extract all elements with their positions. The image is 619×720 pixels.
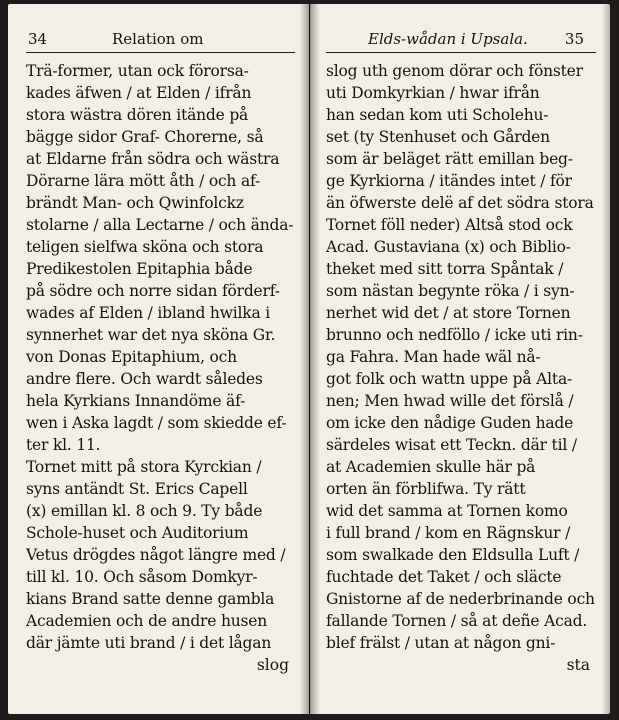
- left-running-head: Relation om: [112, 30, 204, 48]
- right-page: [310, 4, 610, 714]
- text-line: synnerhet war det nya sköna Gr.: [26, 326, 276, 344]
- left-page: [8, 4, 309, 714]
- left-page-text: [26, 60, 295, 676]
- right-page-text: [326, 60, 596, 676]
- text-line: fuchtade det Taket / och släcte: [326, 568, 562, 586]
- text-line: Predikestolen Epitaphia både: [26, 260, 253, 278]
- text-line: set (ty Stenhuset och Gården: [326, 128, 550, 146]
- text-line: slog uth genom dörar och fönster: [326, 62, 583, 80]
- left-page-number: 34: [28, 30, 48, 48]
- text-line: Acad. Gustaviana (x) och Biblio-: [326, 238, 571, 256]
- text-line: blef frälst / utan at någon gni-: [326, 634, 556, 652]
- text-line: i full brand / kom en Rägnskur /: [326, 524, 571, 542]
- text-line: wid det samma at Tornen komo: [326, 502, 568, 520]
- text-line: Schole-huset och Auditorium: [26, 524, 249, 542]
- text-line: till kl. 10. Och såsom Domkyr-: [26, 568, 258, 586]
- text-line: wades af Elden / ibland hwilka i: [26, 304, 271, 322]
- text-line: stora wästra dören itände på: [26, 106, 249, 124]
- text-line: än öfwerste delë af det södra stora: [326, 194, 594, 212]
- text-line: han sedan kom uti Scholehu-: [326, 106, 549, 124]
- text-line: orten än förblifwa. Ty rätt: [326, 480, 526, 498]
- text-line: Tornet mitt på stora Kyrckian /: [26, 458, 262, 476]
- page-edge-shadow: [602, 4, 610, 714]
- right-page-header: [326, 28, 596, 54]
- text-line: kians Brand satte denne gambla: [26, 590, 275, 608]
- text-line: där jämte uti brand / i det lågan: [26, 634, 272, 652]
- text-line: uti Domkyrkian / hwar ifrån: [326, 84, 540, 102]
- text-line: brändt Man- och Qwinfolckz: [26, 194, 244, 212]
- right-header-rule: [326, 52, 596, 53]
- text-line: som nästan begynte röka / i syn-: [326, 282, 575, 300]
- text-line: got folk och wattn uppe på Alta-: [326, 370, 573, 388]
- text-line: fallande Tornen / så at deñe Acad.: [326, 612, 588, 630]
- left-page-header: [26, 28, 295, 54]
- text-line: ter kl. 11.: [26, 436, 101, 454]
- text-line: kades äfwen / at Elden / ifrån: [26, 84, 252, 102]
- text-line: brunno och nedföllo / icke uti rin-: [326, 326, 583, 344]
- left-catchword: slog: [256, 656, 289, 674]
- text-line: på södre och norre sidan förderf-: [26, 282, 280, 300]
- text-line: Gnistorne af de nederbrinande och: [326, 590, 595, 608]
- text-line: Trä-former, utan ock förorsa-: [26, 62, 249, 80]
- text-line: stolarne / alla Lectarne / och ända-: [26, 216, 294, 234]
- text-line: teligen sielfwa sköna och stora: [26, 238, 264, 256]
- text-line: ga Fahra. Man hade wäl nå-: [326, 348, 541, 366]
- text-line: at Eldarne från södra och wästra: [26, 150, 280, 168]
- text-line: Vetus drögdes något längre med /: [26, 546, 286, 564]
- text-line: som är beläget rätt emillan beg-: [326, 150, 573, 168]
- right-page-number: 35: [564, 30, 584, 48]
- text-line: Academien och de andre husen: [26, 612, 268, 630]
- right-running-head: Elds-wådan i Upsala.: [368, 30, 528, 48]
- text-line: som swalkade den Eldsulla Luft /: [326, 546, 580, 564]
- text-line: Tornet föll neder) Altså stod ock: [326, 216, 573, 234]
- text-line: (x) emillan kl. 8 och 9. Ty både: [26, 502, 263, 520]
- text-line: hela Kyrkians Innandöme äf-: [26, 392, 246, 410]
- text-line: at Academien skulle här på: [326, 458, 536, 476]
- text-line: von Donas Epitaphium, och: [26, 348, 237, 366]
- text-line: nerhet wid det / at store Tornen: [326, 304, 571, 322]
- text-line: bägge sidor Graf- Chorerne, så: [26, 128, 264, 146]
- left-header-rule: [26, 52, 295, 53]
- text-line: andre flere. Och wardt således: [26, 370, 263, 388]
- text-line: theket med sitt torra Spåntak /: [326, 260, 564, 278]
- text-line: särdeles wisat ett Teckn. där til /: [326, 436, 577, 454]
- text-line: om icke den nådige Guden hade: [326, 414, 574, 432]
- right-catchword: sta: [566, 656, 590, 674]
- text-line: syns antändt St. Erics Capell: [26, 480, 248, 498]
- text-line: Dörarne lära mött åth / och af-: [26, 172, 261, 190]
- book-gutter-shadow: [300, 4, 320, 714]
- text-line: ge Kyrkiorna / itändes intet / för: [326, 172, 572, 190]
- text-line: wen i Aska lagdt / som skiedde ef-: [26, 414, 287, 432]
- text-line: nen; Men hwad wille det förslå /: [326, 392, 574, 410]
